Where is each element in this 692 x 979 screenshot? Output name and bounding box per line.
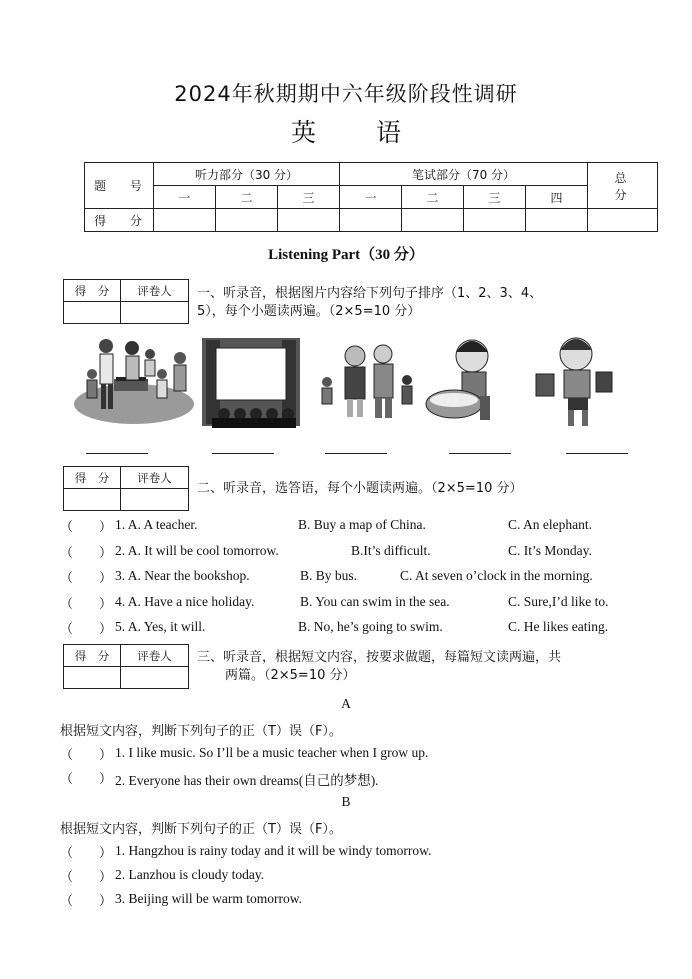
grader-input-cell[interactable] <box>121 302 189 324</box>
score-cell[interactable] <box>216 209 278 232</box>
answer-blank-3[interactable] <box>325 453 387 454</box>
answer-blank-1[interactable] <box>86 453 148 454</box>
col-listen-2: 二 <box>216 186 278 209</box>
score-input-cell[interactable] <box>64 489 121 511</box>
section3-instruction-2: 两篇。（2×5=10 分） <box>225 668 356 683</box>
answer-paren[interactable]: （ ） <box>60 772 113 787</box>
score-table <box>84 162 658 232</box>
section3-instruction-1: 三、听录音，根据短文内容，按要求做题，每篇短文读两遍，共 <box>197 650 562 665</box>
section2-instruction: 二、听录音，选答语，每个小题读两遍。（2×5=10 分） <box>197 481 523 496</box>
subject-title: 英 语 <box>291 118 427 147</box>
score-label: 得 分 <box>64 645 121 667</box>
exam-title: 2024年秋期期中六年级阶段性调研 <box>174 82 518 106</box>
grader-box-3 <box>63 644 189 689</box>
answer-paren[interactable]: （ ） <box>60 748 113 763</box>
q2-option-c: C. It’s Monday. <box>508 543 592 558</box>
score-input-cell[interactable] <box>64 302 121 324</box>
col-listen-3: 三 <box>278 186 340 209</box>
part-a-item-1: 1. I like music. So I’ll be a music teacher when I grow up. <box>115 745 429 760</box>
q5-option-a: 5. A. Yes, it will. <box>115 619 206 634</box>
q3-option-c: C. At seven o’clock in the morning. <box>400 568 593 583</box>
grader-input-cell[interactable] <box>121 667 189 689</box>
score-cell[interactable] <box>340 209 402 232</box>
score-label: 得 分 <box>64 280 121 302</box>
q4-option-c: C. Sure,I’d like to. <box>508 594 609 609</box>
score-label: 得 分 <box>64 467 121 489</box>
q2-option-b: B.It’s difficult. <box>351 543 431 558</box>
q5-option-c: C. He likes eating. <box>508 619 609 634</box>
col-write-1: 一 <box>340 186 402 209</box>
col-listen-1: 一 <box>154 186 216 209</box>
answer-paren[interactable]: （ ） <box>60 571 113 586</box>
part-b-item-2: 2. Lanzhou is cloudy today. <box>115 867 265 882</box>
answer-paren[interactable]: （ ） <box>60 520 113 535</box>
q1-option-c: C. An elephant. <box>508 517 592 532</box>
boy-washing-clothes-image <box>424 334 510 428</box>
section1-instruction-1: 一、听录音，根据图片内容给下列句子排序（1、2、3、4、 <box>197 286 543 301</box>
score-cell[interactable] <box>278 209 340 232</box>
q3-option-a: 3. A. Near the bookshop. <box>115 568 250 583</box>
part-b-item-3: 3. Beijing will be warm tomorrow. <box>115 891 302 906</box>
part-a-item-2: 2. Everyone has their own dreams(自己的梦想). <box>115 773 379 788</box>
answer-paren[interactable]: （ ） <box>60 546 113 561</box>
answer-blank-5[interactable] <box>566 453 628 454</box>
answer-paren[interactable]: （ ） <box>60 894 113 909</box>
part-title: Listening Part（30 分） <box>268 247 424 263</box>
listening-header: 听力部分（30 分） <box>154 163 340 186</box>
family-picnic-image <box>72 334 196 428</box>
score-cell[interactable] <box>154 209 216 232</box>
grader-input-cell[interactable] <box>121 489 189 511</box>
grandparents-with-children-image <box>313 334 423 428</box>
row-label-number: 题 号 <box>85 163 154 209</box>
score-input-cell[interactable] <box>64 667 121 689</box>
q1-option-b: B. Buy a map of China. <box>298 517 426 532</box>
section1-instruction-2: 5），每个小题读两遍。（2×5=10 分） <box>197 304 421 319</box>
grader-label: 评卷人 <box>121 645 189 667</box>
q4-option-a: 4. A. Have a nice holiday. <box>115 594 255 609</box>
part-b-direction: 根据短文内容，判断下列句子的正（T）误（F）。 <box>60 822 342 837</box>
score-cell[interactable] <box>526 209 588 232</box>
col-write-2: 二 <box>402 186 464 209</box>
answer-paren[interactable]: （ ） <box>60 597 113 612</box>
q1-option-a: 1. A. A teacher. <box>115 517 198 532</box>
score-cell[interactable] <box>402 209 464 232</box>
col-write-3: 三 <box>464 186 526 209</box>
answer-paren[interactable]: （ ） <box>60 846 113 861</box>
row-label-score: 得 分 <box>85 209 154 232</box>
cinema-screen-image <box>202 334 300 428</box>
total-label: 总 分 <box>588 163 658 209</box>
boy-carrying-shopping-bags-image <box>528 334 618 428</box>
grader-box-2 <box>63 466 189 511</box>
q5-option-b: B. No, he’s going to swim. <box>298 619 443 634</box>
answer-paren[interactable]: （ ） <box>60 622 113 637</box>
part-a-label: A <box>341 696 351 711</box>
writing-header: 笔试部分（70 分） <box>340 163 588 186</box>
answer-blank-2[interactable] <box>212 453 274 454</box>
q2-option-a: 2. A. It will be cool tomorrow. <box>115 543 279 558</box>
answer-paren[interactable]: （ ） <box>60 870 113 885</box>
grader-label: 评卷人 <box>121 467 189 489</box>
col-write-4: 四 <box>526 186 588 209</box>
score-cell-total[interactable] <box>588 209 658 232</box>
score-cell[interactable] <box>464 209 526 232</box>
answer-blank-4[interactable] <box>449 453 511 454</box>
q4-option-b: B. You can swim in the sea. <box>300 594 450 609</box>
part-b-item-1: 1. Hangzhou is rainy today and it will be windy tomorrow. <box>115 843 432 858</box>
q3-option-b: B. By bus. <box>300 568 358 583</box>
grader-box-1 <box>63 279 189 324</box>
grader-label: 评卷人 <box>121 280 189 302</box>
part-b-label: B <box>341 794 351 809</box>
part-a-direction: 根据短文内容，判断下列句子的正（T）误（F）。 <box>60 724 342 739</box>
